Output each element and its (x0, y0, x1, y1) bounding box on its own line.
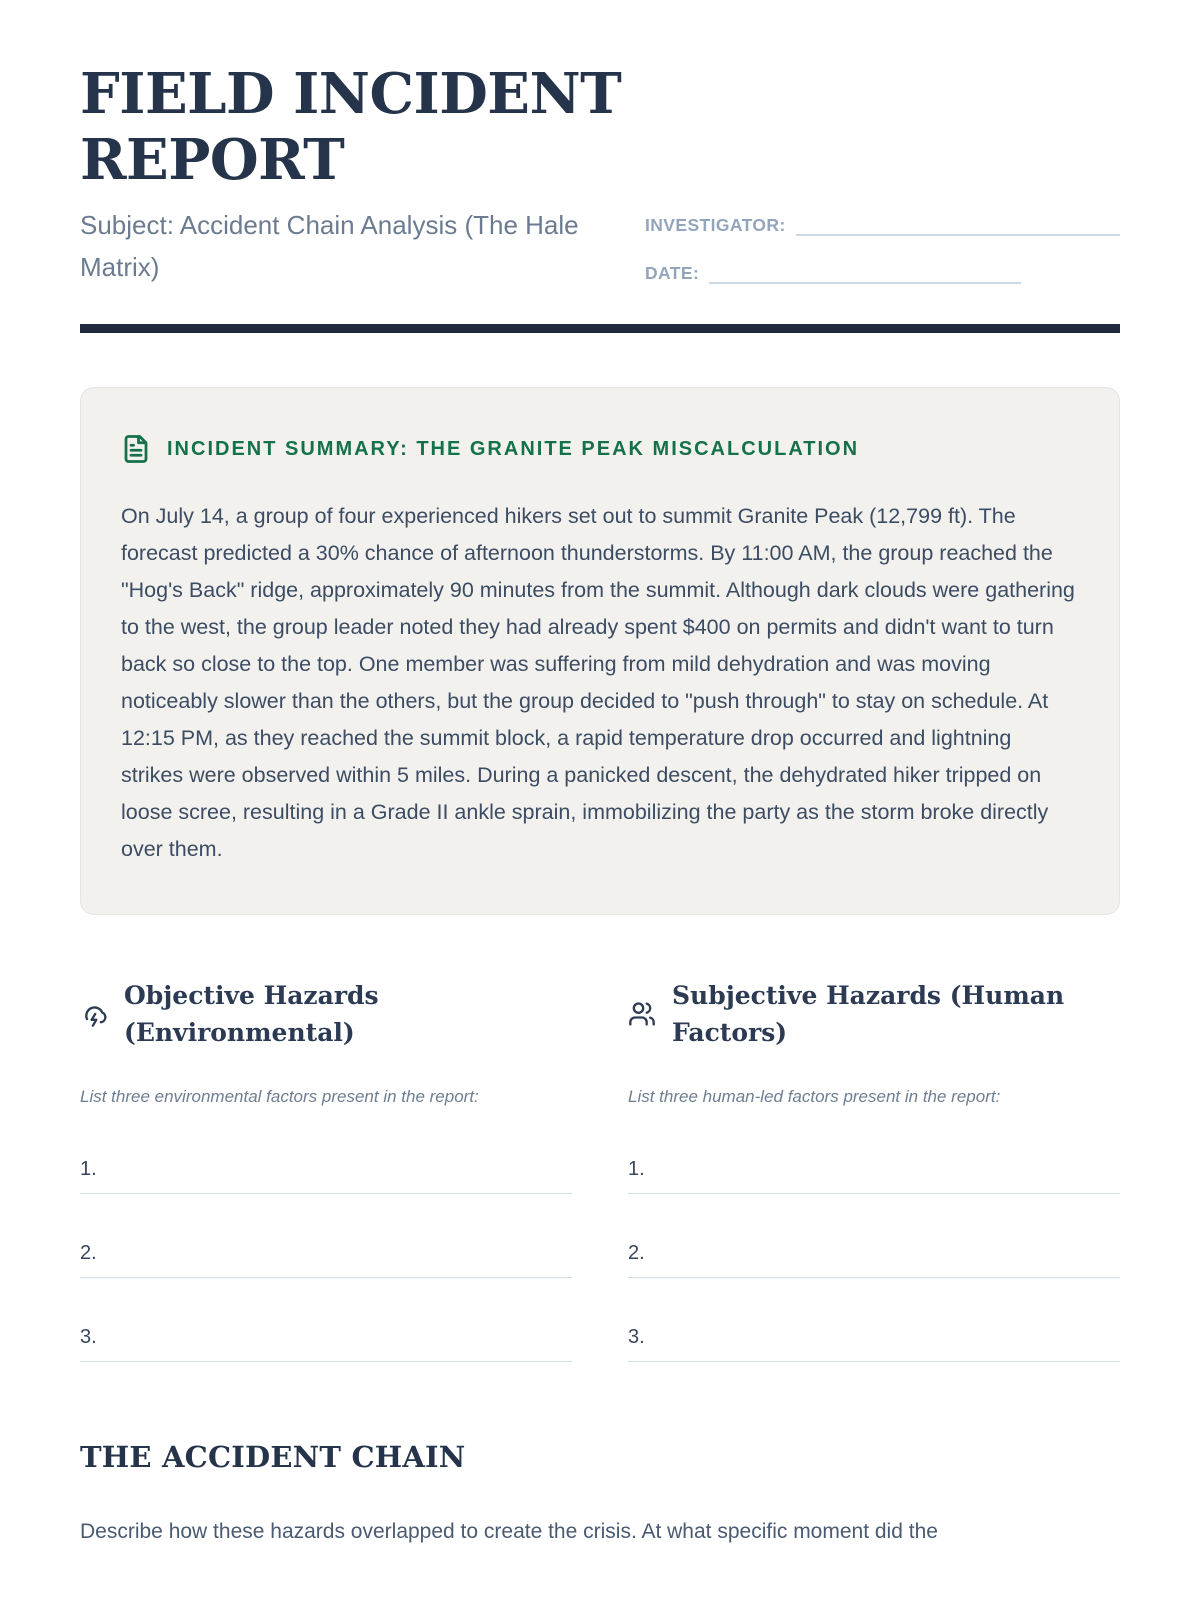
incident-summary-heading: INCIDENT SUMMARY: THE GRANITE PEAK MISCALCULATION (167, 437, 860, 460)
date-field-row (645, 258, 1120, 284)
file-text-icon (121, 434, 151, 464)
investigator-input-line[interactable] (796, 210, 1120, 236)
subjective-hazards-heading: Subjective Hazards (Human Factors) (672, 980, 1065, 1048)
objective-hazards-instruction: List three environmental factors present in the report: (80, 1086, 479, 1106)
objective-hazards-header (80, 977, 572, 1052)
investigator-label: INVESTIGATOR: (645, 215, 786, 236)
investigator-field-row (645, 210, 1120, 236)
accident-chain-prompt: Describe how these hazards overlapped to create the crisis. At what specific moment did the (80, 1520, 938, 1544)
report-header-left (80, 62, 645, 288)
blank-number: 3. (628, 1326, 645, 1349)
hazards-section (80, 977, 1120, 1362)
blank-number: 2. (628, 1242, 645, 1265)
accident-chain-heading: THE ACCIDENT CHAIN (80, 1440, 466, 1475)
objective-hazards-heading: Objective Hazards (Environmental) (124, 980, 379, 1048)
report-header-fields (645, 210, 1120, 288)
header-divider-rule (80, 324, 1120, 333)
incident-summary-header (121, 434, 1079, 464)
blank-number: 3. (80, 1326, 97, 1349)
subjective-hazards-column (628, 977, 1120, 1362)
accident-chain-section (80, 1440, 1120, 1550)
date-label: DATE: (645, 263, 700, 284)
subjective-hazards-header (628, 977, 1120, 1052)
incident-summary-card (80, 387, 1120, 915)
incident-summary-body: On July 14, a group of four experienced hikers set out to summit Granite Peak (12,799 ft). The forecast predicted a 30% chance of afternoon thunderstorms. By 11:00 AM, the group reached the "Hog's Back" ridge, approximately 90 minutes from the summit. Although dark clouds were gathering to the west, the group leader noted they had already spent $400 on permits and didn't want to turn back so close to the top. One member was suffering from mild dehydration and was moving noticeably slower than the others, but the group decided to "push through" to stay on schedule. At 12:15 PM, as they reached the summit block, a rapid temperature drop occurred and lightning strikes were observed within 5 miles. During a panicked descent, the dehydrated hiker tripped on loose scree, resulting in a Grade II ankle sprain, immobilizing the party as the storm broke directly over them. (121, 504, 1075, 861)
subjective-hazard-blank-1[interactable] (628, 1158, 1120, 1194)
objective-hazards-column (80, 977, 572, 1362)
blank-number: 1. (80, 1158, 97, 1181)
objective-hazard-blank-3[interactable] (80, 1326, 572, 1362)
blank-number: 2. (80, 1242, 97, 1265)
page-title: FIELD INCIDENT REPORT (80, 61, 622, 193)
subjective-hazard-blank-3[interactable] (628, 1326, 1120, 1362)
objective-hazard-blank-1[interactable] (80, 1158, 572, 1194)
objective-hazard-blank-2[interactable] (80, 1242, 572, 1278)
cloud-lightning-icon (80, 1000, 108, 1028)
subjective-hazards-instruction: List three human-led factors present in the report: (628, 1086, 1001, 1106)
users-icon (628, 1000, 656, 1028)
report-header (80, 62, 1120, 288)
blank-number: 1. (628, 1158, 645, 1181)
date-input-line[interactable] (709, 258, 1021, 284)
subject-line: Subject: Accident Chain Analysis (The Hale Matrix) (80, 210, 579, 282)
subjective-hazard-blank-2[interactable] (628, 1242, 1120, 1278)
